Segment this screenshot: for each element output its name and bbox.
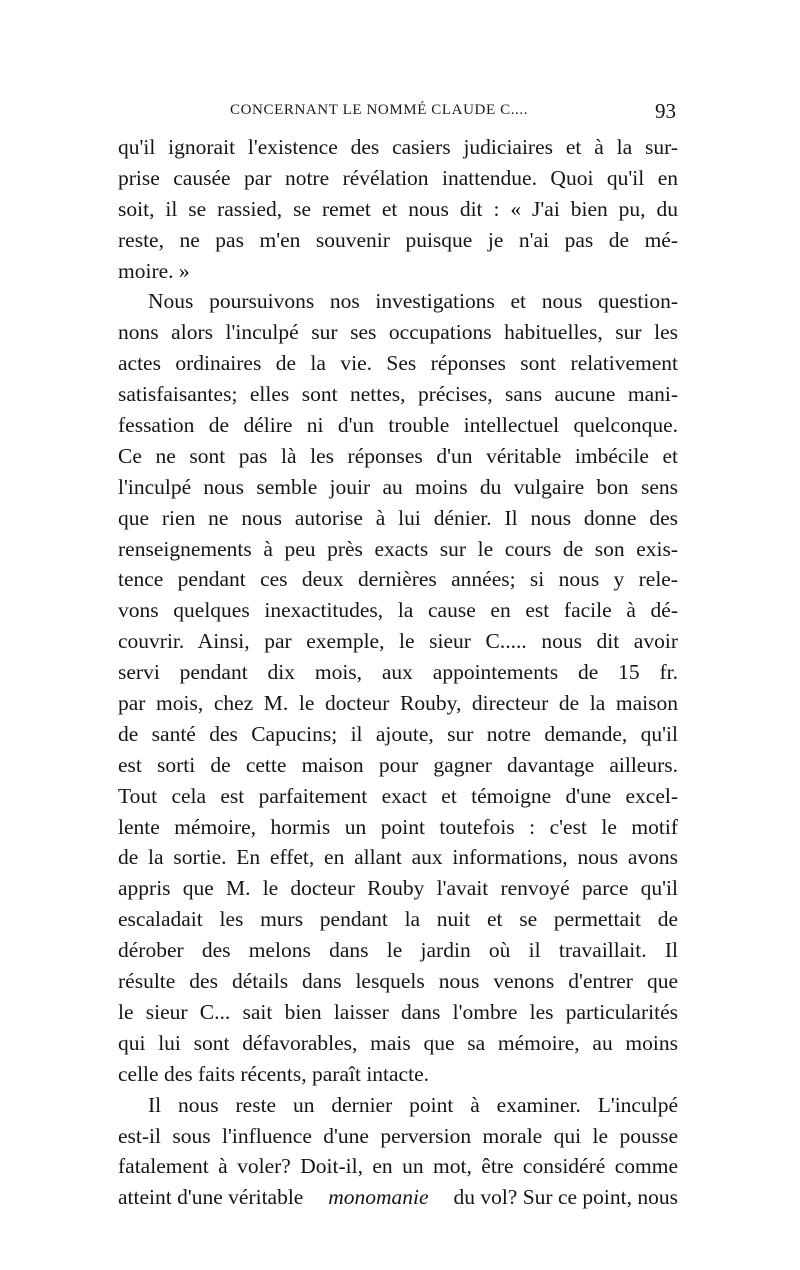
text-line: est sorti de cette maison pour gagner davantage ailleurs. xyxy=(118,752,678,777)
text-line: dérober des melons dans le jardin où il travaillait. Il xyxy=(118,938,678,963)
text-line: fessation de délire ni d'un trouble intellectuel quelconque. xyxy=(118,413,678,438)
text-line: celle des faits récents, paraît intacte. xyxy=(118,1061,429,1086)
text-line: couvrir. Ainsi, par exemple, le sieur C..... nous dit avoir xyxy=(118,629,678,654)
text-line: servi pendant dix mois, aux appointements de 15 fr. xyxy=(118,660,678,685)
text-line: prise causée par notre révélation inattendue. Quoi qu'il en xyxy=(118,165,678,190)
text-line: résulte des détails dans lesquels nous venons d'entrer que xyxy=(118,969,678,994)
text-line: que rien ne nous autorise à lui dénier. Il nous donne des xyxy=(118,505,678,530)
text-line xyxy=(118,1182,678,1213)
text-line: soit, il se rassied, se remet et nous dit : « J'ai bien pu, du xyxy=(118,196,678,221)
text-line: qu'il ignorait l'existence des casiers judiciaires et à la sur- xyxy=(118,135,678,159)
text-fragment: atteint d'une véritable xyxy=(118,1185,304,1210)
text-line: actes ordinaires de la vie. Ses réponses sont relativement xyxy=(118,351,678,376)
text-line: tence pendant ces deux dernières années; si nous y rele- xyxy=(118,567,678,592)
text-line: escaladait les murs pendant la nuit et se permettait de xyxy=(118,907,678,932)
text-line: l'inculpé nous semble jouir au moins du vulgaire bon sens xyxy=(118,474,678,499)
text-line: moire. » xyxy=(118,258,190,283)
text-line: appris que M. le docteur Rouby l'avait renvoyé parce qu'il xyxy=(118,876,678,901)
text-line: Tout cela est parfaitement exact et témoigne d'une excel- xyxy=(118,783,678,808)
text-line: de la sortie. En effet, en allant aux informations, nous avons xyxy=(118,845,678,870)
text-line: Nous poursuivons nos investigations et nous question- xyxy=(148,289,678,314)
text-line: qui lui sont défavorables, mais que sa mémoire, au moins xyxy=(118,1030,678,1055)
text-line: fatalement à voler? Doit-il, en un mot, être considéré comme xyxy=(118,1154,678,1179)
text-line: reste, ne pas m'en souvenir puisque je n'ai pas de mé- xyxy=(118,227,678,252)
text-line: par mois, chez M. le docteur Rouby, directeur de la maison xyxy=(118,691,678,716)
body-text xyxy=(118,132,678,1213)
text-line: Ce ne sont pas là les réponses d'un véritable imbécile et xyxy=(118,443,678,468)
text-line: nons alors l'inculpé sur ses occupations habituelles, sur les xyxy=(118,320,678,345)
text-line: renseignements à peu près exacts sur le cours de son exis- xyxy=(118,536,678,561)
text-line: Il nous reste un dernier point à examiner. L'inculpé xyxy=(148,1092,678,1117)
page-number: 93 xyxy=(655,99,676,123)
text-line: est-il sous l'influence d'une perversion morale qui le pousse xyxy=(118,1123,678,1148)
text-fragment: du vol? Sur ce point, nous xyxy=(453,1185,678,1210)
page-header xyxy=(118,99,678,126)
text-line: le sieur C... sait bien laisser dans l'ombre les particularités xyxy=(118,999,678,1024)
italic-word: monomanie xyxy=(328,1185,429,1210)
text-line: satisfaisantes; elles sont nettes, précises, sans aucune mani- xyxy=(118,382,678,407)
text-line: vons quelques inexactitudes, la cause en est facile à dé- xyxy=(118,598,678,623)
text-line: de santé des Capucins; il ajoute, sur notre demande, qu'il xyxy=(118,721,678,746)
running-title: CONCERNANT LE NOMMÉ CLAUDE C.... xyxy=(230,102,529,118)
text-line: lente mémoire, hormis un point toutefois : c'est le motif xyxy=(118,814,678,839)
